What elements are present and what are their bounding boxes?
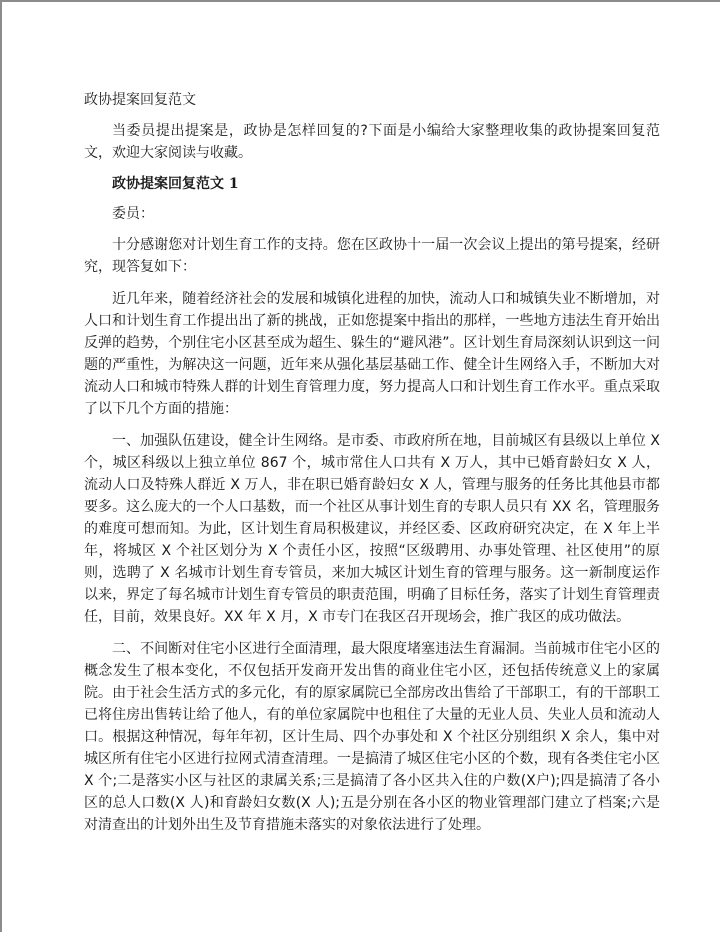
body-paragraph-measure-two: 二、不间断对住宅小区进行全面清理，最大限度堵塞违法生育漏洞。当前城市住宅小区的概念发生了根本变化，不仅包括开发商开发出售的商业住宅小区，还包括传统意义上的家属院。由于社会生活方式的多元化，有的原家属院已全部房改出售给了干部职工，有的干部职工已将住房出售转让给了他人，有的单位家属院中也租住了大量的无业人员、失业人员和流动人口。根据这种情况，每年年初，区计生局、四个办事处和 X 个社区分别组织 X 余人，集中对城区所有住宅小区进行拉网式清查清理。一是搞清了城区住宅小区的个数，现有各类住宅小区 X 个;二是落实小区与社区的隶属关系;三是搞清了各小区共入住的户数(X户);四是搞清了各小区的总人口数(X 人)和育龄妇女数(X 人);五是分别在各小区的物业管理部门建立了档案;六是对清查出的计划外出生及节育措施未落实的对象依法进行了处理。 bbox=[84, 641, 660, 833]
document-page bbox=[84, 2, 660, 836]
salutation: 委员： bbox=[112, 206, 154, 222]
sample-heading: 政协提案回复范文 1 bbox=[112, 176, 239, 192]
document-title: 政协提案回复范文 bbox=[84, 92, 196, 108]
body-paragraph-context: 近几年来，随着经济社会的发展和城镇化进程的加快，流动人口和城镇失业不断增加，对人口和计划生育工作提出出了新的挑战，正如您提案中指出的那样，一些地方违法生育开始出反弹的趋势，个别住宅小区甚至成为超生、躲生的“避风港”。区计划生育局深刻认识到这一问题的严重性，为解决这一问题，近年来从强化基层基础工作、健全计生网络入手，不断加大对流动人口和城市特殊人群的计划生育管理力度，努力提高人口和计划生育工作水平。重点采取了以下几个方面的措施： bbox=[84, 291, 660, 417]
body-paragraph-thanks: 十分感谢您对计划生育工作的支持。您在区政协十一届一次会议上提出的第号提案，经研究，现答复如下： bbox=[84, 237, 660, 275]
intro-paragraph: 当委员提出提案是，政协是怎样回复的?下面是小编给大家整理收集的政协提案回复范文，欢迎大家阅读与收藏。 bbox=[84, 123, 660, 161]
body-paragraph-measure-one: 一、加强队伍建设，健全计生网络。是市委、市政府所在地，目前城区有县级以上单位 X 个，城区科级以上独立单位 867 个，城市常住人口共有 X 万人，其中已婚育龄妇女 X 人，流动人口及特殊人群近 X 万人，非在职已婚育龄妇女 X 人，管理与服务的任务比其他县市都要多。这么庞大的一个人口基数，而一个社区从事计划生育的专职人员只有 XX 名，管理服务的难度可想而知。为此，区计划生育局积极建议，并经区委、区政府研究决定，在 X 年上半年，将城区 X 个社区划分为 X 个责任小区，按照“区级聘用、办事处管理、社区使用”的原则，选聘了 X 名城市计划生育专管员，来加大城区计划生育的管理与服务。这一新制度运作以来，界定了每名城市计划生育专管员的职责范围，明确了目标任务，落实了计划生育管理责任，目前，效果良好。XX 年 X 月，X 市专门在我区召开现场会，推广我区的成功做法。 bbox=[84, 433, 660, 625]
